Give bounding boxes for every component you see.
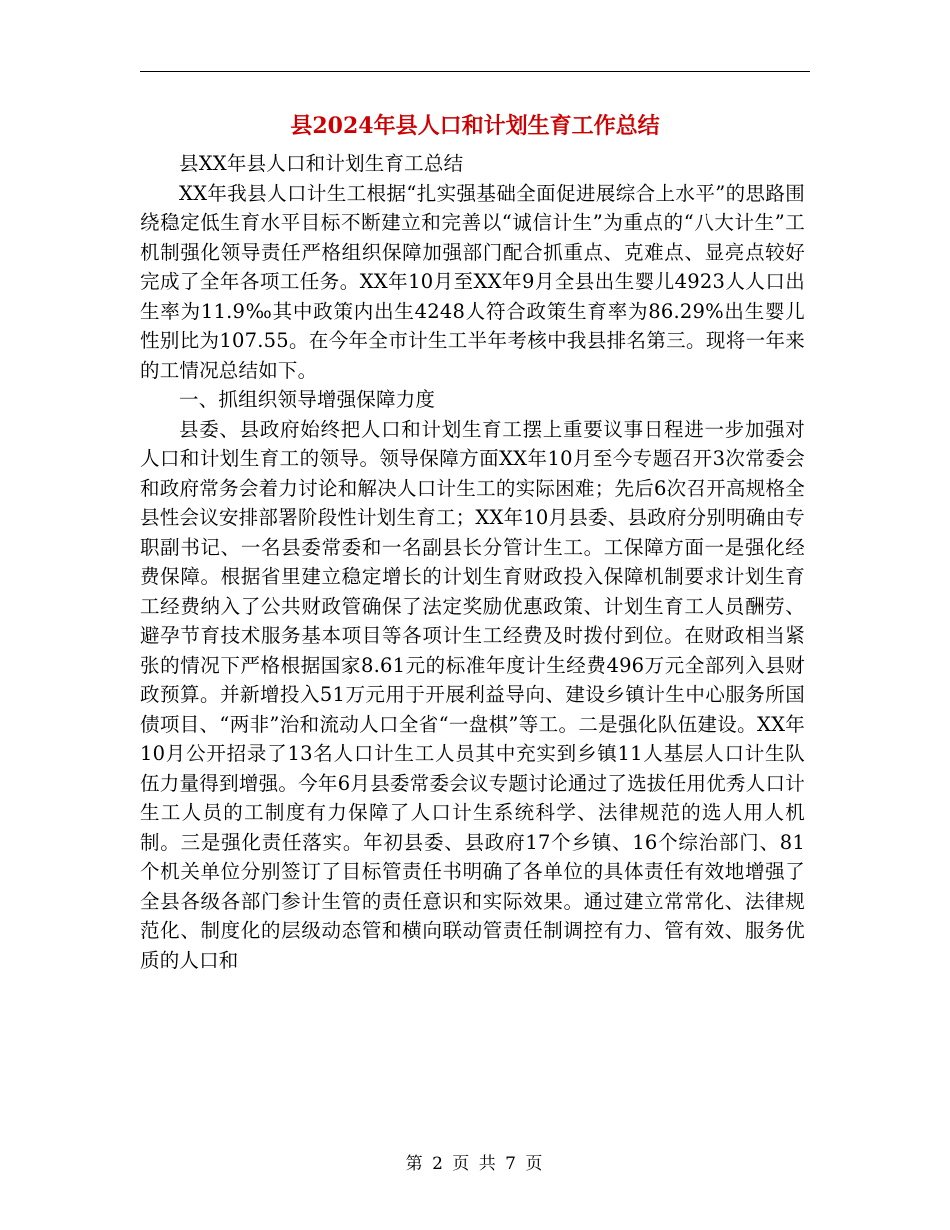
body-paragraph-intro: XX年我县人口计生工根据“扎实强基础全面促进展综合上水平”的思路围绕稳定低生育水平目标不断建立和完善以“诚信计生”为重点的“八大计生”工机制强化领导责任严格组织保障加强部门配合抓重点、克难点、显亮点较好完成了全年各项工任务。XX年10月至XX年9月全县出生婴儿4923人人口出生率为11.9‰其中政策内出生4248人符合政策生育率为86.29%出生婴儿性别比为107.55。在今年全市计生工半年考核中我县排名第三。现将一年来的工情况总结如下。 [140,181,805,382]
body-paragraph-subtitle: 县XX年县人口和计划生育工总结 [179,152,464,175]
document-body [140,149,805,975]
header-rule [140,71,810,72]
page-footer: 第 2 页 共 7 页 [405,1154,545,1174]
section-heading-1: 一、抓组织领导增强保障力度 [179,388,436,411]
document-title: 县2024年县人口和计划生育工作总结 [290,113,660,139]
body-paragraph-section-1: 县委、县政府始终把人口和计划生育工摆上重要议事日程进一步加强对人口和计划生育工的领导。领导保障方面XX年10月至今专题召开3次常委会和政府常务会着力讨论和解决人口计生工的实际困难；先后6次召开高规格全县性会议安排部署阶段性计划生育工；XX年10月县委、县政府分别明确由专职副书记、一名县委常委和一名副县长分管计生工。工保障方面一是强化经费保障。根据省里建立稳定增长的计划生育财政投入保障机制要求计划生育工经费纳入了公共财政管确保了法定奖励优惠政策、计划生育工人员酬劳、避孕节育技术服务基本项目等各项计生工经费及时拨付到位。在财政相当紧张的情况下严格根据国家8.61元的标准年度计生经费496万元全部列入县财政预算。并新增投入51万元用于开展利益导向、建设乡镇计生中心服务所国债项目、“两非”治和流动人口全省“一盘棋”等工。二是强化队伍建设。XX年10月公开招录了13名人口计生工人员其中充实到乡镇11人基层人口计生队伍力量得到增强。今年6月县委常委会议专题讨论通过了选拔任用优秀人口计生工人员的工制度有力保障了人口计生系统科学、法律规范的选人用人机制。三是强化责任落实。年初县委、县政府17个乡镇、16个综治部门、81个机关单位分别签订了目标管责任书明确了各单位的具体责任有效地增强了全县各级各部门参计生管的责任意识和实际效果。通过建立常常化、法律规范化、制度化的层级动态管和横向联动管责任制调控有力、管有效、服务优质的人口和 [140,417,805,972]
